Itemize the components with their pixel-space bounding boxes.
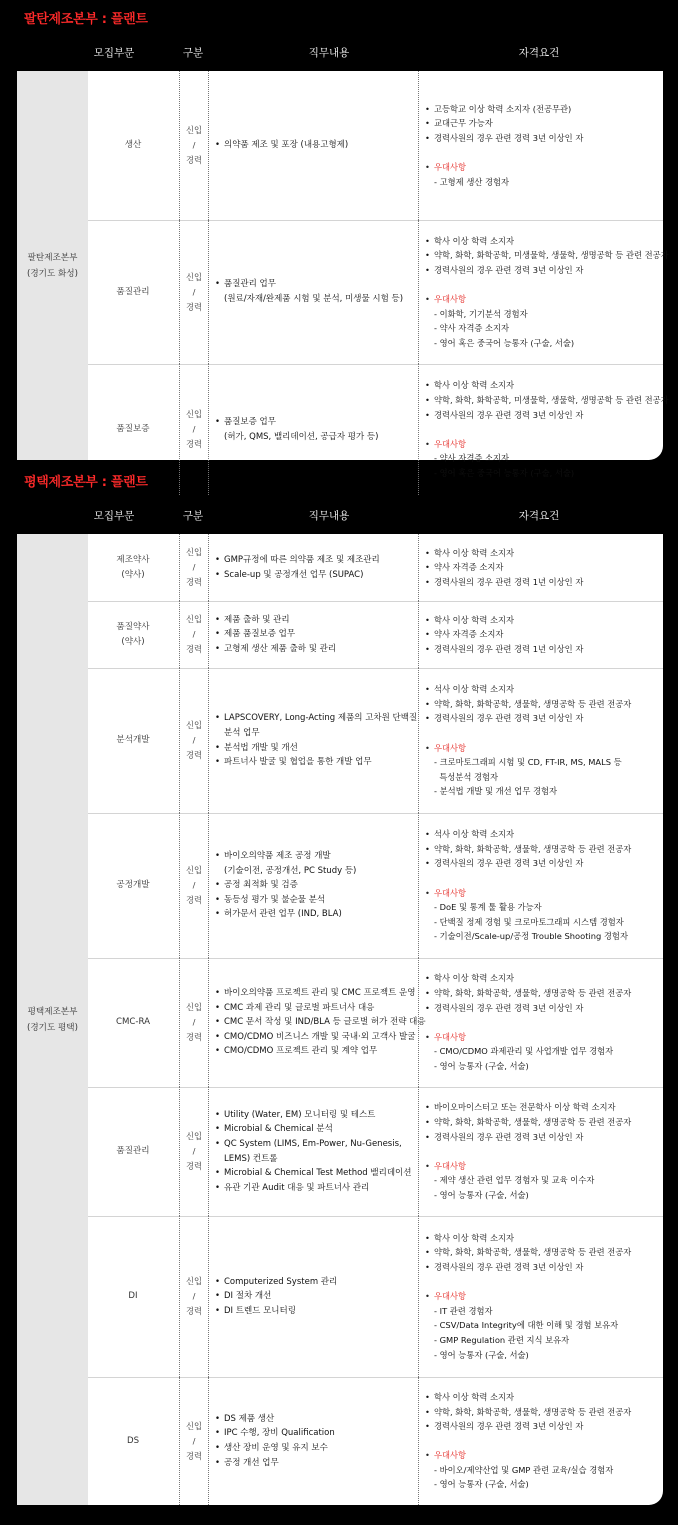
header-qualification: 자격요건 — [518, 510, 560, 522]
duty-cell — [208, 601, 419, 668]
header-type: 구분 — [182, 510, 204, 522]
duty-item: • 품질관리 업무 — [208, 277, 418, 292]
qualification-item: • 학사 이상 학력 소지자 — [419, 613, 663, 628]
preferred-item: - GMP Regulation 관련 지식 보유자 — [434, 1334, 570, 1345]
table-row — [88, 1087, 663, 1217]
hire-type-text: 경력 — [185, 895, 203, 905]
duty-item: • CMO/CDMO 프로젝트 관리 및 계약 업무 — [208, 1044, 418, 1059]
hire-type-text: / — [192, 1146, 196, 1156]
spacer — [419, 1015, 663, 1030]
qualification-item: • 약학, 화학, 화학공학, 생물학, 생명공학 등 관련 전공자 — [419, 986, 663, 1001]
qualification-cell — [419, 601, 663, 668]
qualification-cell — [419, 958, 663, 1087]
department-name: 품질보증 — [116, 424, 150, 434]
duty-item: • CMO/CDMO 비즈니스 개발 및 국내·외 고객사 발굴 — [208, 1030, 418, 1045]
hire-type-text: / — [192, 1435, 196, 1446]
department-name: 품질약사 — [116, 621, 150, 632]
department-name: (약사) — [121, 569, 145, 580]
hire-type-cell — [179, 1087, 209, 1216]
preferred-item: - 영어 능통자 (구술, 서술) — [434, 1060, 529, 1071]
duty-item: • 분석법 개발 및 개선 — [208, 741, 418, 756]
hire-type-text: 신입 — [185, 614, 203, 624]
qualification-cell — [419, 71, 663, 220]
duty-item: 분석 업무 — [224, 727, 260, 738]
hire-type-text: / — [192, 880, 196, 890]
qualification-cell — [419, 1216, 663, 1377]
department-cell — [88, 534, 178, 601]
preferred-item: - 약사 자격증 소지자 — [434, 323, 510, 334]
hire-type-cell — [179, 1377, 209, 1505]
qualification-item: • 약학, 화학, 화학공학, 생물학, 생명공학 등 관련 전공자 — [419, 697, 663, 712]
hire-type-text: 경력 — [185, 301, 203, 312]
table-row — [88, 813, 663, 959]
hire-type-text: 신입 — [185, 1276, 203, 1286]
table-row — [88, 534, 663, 602]
site-name: 팔탄제조본부 — [27, 252, 78, 263]
department-cell — [88, 958, 178, 1087]
hire-type-text: / — [192, 562, 196, 572]
qualification-item: • 교대근무 가능자 — [419, 116, 663, 131]
duty-item: • 생산 장비 운영 및 유지 보수 — [208, 1441, 418, 1456]
hire-type-text: 경력 — [185, 1032, 203, 1042]
preferred-item: - 약사 자격증 소지자 — [434, 453, 510, 464]
site-cell — [17, 534, 88, 1505]
duty-item: • QC System (LIMS, Em-Power, Nu-Genesis, — [208, 1137, 418, 1152]
duty-item: • DI 절차 개선 — [208, 1289, 418, 1304]
duty-cell — [208, 668, 419, 813]
hire-type-text: / — [192, 286, 196, 297]
qualification-item: • 경력사원의 경우 관련 경력 3년 이상인 자 — [419, 1001, 663, 1016]
department-cell — [88, 220, 178, 364]
duty-item: (원료/자재/완제품 시험 및 분석, 미생물 시험 등) — [224, 294, 404, 304]
hire-type-cell — [179, 668, 209, 813]
duty-cell — [208, 1216, 419, 1377]
table-header — [17, 36, 663, 71]
spacer — [419, 871, 663, 886]
preferred-label: • 우대사항 — [419, 1448, 663, 1463]
preferred-item: - 영어 능통자 (구술, 서술) — [434, 1189, 529, 1200]
preferred-label: • 우대사항 — [419, 160, 663, 175]
hire-type-text: / — [192, 424, 196, 434]
qualification-item: • 경력사원의 경우 관련 경력 3년 이상인 자 — [419, 263, 663, 278]
preferred-label: • 우대사항 — [419, 886, 663, 901]
hire-type-text: 신입 — [185, 547, 203, 557]
preferred-item: 특성분석 경험자 — [434, 771, 499, 782]
duty-item: • Utility (Water, EM) 모니터링 및 테스트 — [208, 1108, 418, 1123]
spacer — [419, 422, 663, 437]
qualification-item: • 경력사원의 경우 관련 경력 3년 이상인 자 — [419, 1130, 663, 1145]
qualification-item: • 약학, 화학, 화학공학, 생물학, 생명공학 등 관련 전공자 — [419, 1405, 663, 1420]
duty-cell — [208, 1377, 419, 1505]
duty-item: • 고형제 생산 제품 출하 및 관리 — [208, 642, 418, 657]
preferred-item: - 제약 생산 관련 업무 경험자 및 교육 이수자 — [434, 1175, 595, 1186]
duty-item: • 바이오의약품 프로젝트 관리 및 CMC 프로젝트 운영 — [208, 986, 418, 1001]
hire-type-text: 신입 — [185, 1002, 203, 1012]
department-cell — [88, 668, 178, 813]
qualification-item: • 경력사원의 경우 관련 경력 3년 이상인 자 — [419, 856, 663, 871]
table-row — [88, 1377, 663, 1505]
duty-cell — [208, 958, 426, 1087]
department-name: 생산 — [124, 140, 142, 150]
duty-item: • Microbial & Chemical Test Method 밸리데이션 — [208, 1166, 418, 1181]
department-cell — [88, 601, 178, 668]
preferred-item: - 이화학, 기기분석 경험자 — [434, 308, 528, 319]
hire-type-text: / — [192, 140, 196, 150]
preferred-item: - 분석법 개발 및 개선 업무 경험자 — [434, 786, 558, 797]
qualification-item: • 경력사원의 경우 관련 경력 1년 이상인 자 — [419, 642, 663, 657]
hire-type-text: / — [192, 629, 196, 639]
duty-item: • CMC 과제 관리 및 글로벌 파트너사 대응 — [208, 1001, 418, 1016]
preferred-label: • 우대사항 — [419, 1030, 663, 1045]
qualification-item: • 약학, 화학, 화학공학, 미생물학, 생물학, 생명공학 등 관련 전공자 — [419, 248, 663, 263]
qualification-item: • 약학, 화학, 화학공학, 생물학, 생명공학 등 관련 전공자 — [419, 842, 663, 857]
duty-cell — [208, 71, 419, 220]
preferred-label: • 우대사항 — [419, 741, 663, 756]
duty-item: • 파트너사 발굴 및 협업을 통한 개발 업무 — [208, 755, 418, 770]
spacer — [419, 1434, 663, 1449]
duty-cell — [208, 1087, 419, 1216]
hire-type-cell — [179, 601, 209, 668]
department-name: 품질관리 — [116, 1146, 150, 1156]
table-row — [88, 71, 663, 221]
qualification-item: • 고등학교 이상 학력 소지자 (전공무관) — [419, 102, 663, 117]
header-qualification: 자격요건 — [518, 47, 560, 59]
qualification-item: • 경력사원의 경우 관련 경력 3년 이상인 자 — [419, 1419, 663, 1434]
header-recruit: 모집부문 — [93, 47, 135, 59]
duty-item: • Scale-up 및 공정개선 업무 (SUPAC) — [208, 568, 418, 583]
duty-item: • Computerized System 관리 — [208, 1275, 418, 1290]
section-title: 평택제조본부 : 플랜트 — [24, 475, 148, 490]
hire-type-cell — [179, 813, 209, 958]
duty-cell — [208, 220, 419, 364]
hire-type-text: 신입 — [185, 1420, 203, 1431]
table-row — [88, 1216, 663, 1378]
duty-item: • 동등성 평가 및 불순물 분석 — [208, 893, 418, 908]
qualification-cell — [419, 668, 663, 813]
hire-type-text: 경력 — [185, 1450, 203, 1461]
header-recruit: 모집부문 — [93, 510, 135, 522]
recruitment-table — [17, 499, 663, 1505]
duty-item: • CMC 문서 작성 및 IND/BLA 등 글로벌 허가 전략 대응 — [208, 1015, 418, 1030]
qualification-item: • 석사 이상 학력 소지자 — [419, 827, 663, 842]
preferred-item: - 영어 능통자 (구술, 서술) — [434, 1349, 529, 1360]
header-type: 구분 — [182, 47, 204, 59]
preferred-item: - 크로마토그래피 시험 및 CD, FT-IR, MS, MALS 등 — [434, 757, 622, 768]
qualification-item: • 학사 이상 학력 소지자 — [419, 546, 663, 561]
qualification-item: • 경력사원의 경우 관련 경력 1년 이상인 자 — [419, 575, 663, 590]
hire-type-text: 신입 — [185, 125, 203, 135]
duty-item: • 의약품 제조 및 포장 (내용고형제) — [208, 138, 418, 153]
department-cell — [88, 1216, 178, 1377]
preferred-item: - 단백질 정제 경험 및 크로마토그래피 시스템 경험자 — [434, 916, 624, 927]
table-row — [88, 601, 663, 669]
duty-item: • DI 트렌드 모니터링 — [208, 1304, 418, 1319]
preferred-item: - CSV/Data Integrity에 대한 이해 및 경험 보유자 — [434, 1320, 619, 1331]
qualification-item: • 학사 이상 학력 소지자 — [419, 971, 663, 986]
duty-item: • Microbial & Chemical 분석 — [208, 1122, 418, 1137]
preferred-label: • 우대사항 — [419, 437, 663, 452]
department-name: CMC-RA — [115, 1017, 151, 1027]
department-name: DS — [126, 1435, 140, 1446]
department-name: 제조약사 — [116, 554, 150, 565]
qualification-item: • 약학, 화학, 화학공학, 미생물학, 생물학, 생명공학 등 관련 전공자 — [419, 393, 663, 408]
spacer — [419, 726, 663, 741]
department-cell — [88, 1377, 178, 1505]
spacer — [419, 146, 663, 161]
hire-type-text: 경력 — [185, 1161, 203, 1171]
duty-item: • 공정 개선 업무 — [208, 1456, 418, 1471]
hire-type-text: 경력 — [185, 439, 203, 449]
hire-type-text: 경력 — [185, 155, 203, 165]
qualification-item: • 약학, 화학, 화학공학, 생물학, 생명공학 등 관련 전공자 — [419, 1245, 663, 1260]
qualification-item: • 학사 이상 학력 소지자 — [419, 234, 663, 249]
qualification-cell — [419, 813, 663, 958]
department-cell — [88, 1087, 178, 1216]
duty-item: • 바이오의약품 제조 공정 개발 — [208, 849, 418, 864]
table-header — [17, 499, 663, 534]
hire-type-text: 경력 — [185, 577, 203, 587]
qualification-item: • 약사 자격증 소지자 — [419, 560, 663, 575]
preferred-item: - 기술이전/Scale-up/공정 Trouble Shooting 경험자 — [434, 931, 628, 942]
table-row — [88, 364, 669, 495]
table-row — [88, 958, 663, 1088]
qualification-item: • 학사 이상 학력 소지자 — [419, 1231, 663, 1246]
preferred-item: - 바이오/제약산업 및 GMP 관련 교육/실습 경험자 — [434, 1464, 614, 1475]
hire-type-cell — [179, 534, 209, 601]
duty-item: • IPC 수행, 장비 Qualification — [208, 1426, 418, 1441]
header-duty: 직무내용 — [308, 47, 350, 59]
preferred-item: - 영어 혹은 중국어 능통자 (구술, 서술) — [434, 337, 575, 348]
table-row — [88, 668, 663, 814]
duty-item: • LAPSCOVERY, Long-Acting 제품의 고차원 단백질 — [208, 711, 418, 726]
hire-type-text: 경력 — [185, 1306, 203, 1316]
site-name: (경기도 평택) — [27, 1022, 78, 1033]
duty-cell — [208, 534, 419, 601]
preferred-label: • 우대사항 — [419, 292, 663, 307]
preferred-item: - IT 관련 경험자 — [434, 1305, 493, 1316]
preferred-label: • 우대사항 — [419, 1159, 663, 1174]
spacer — [419, 277, 663, 292]
site-name: 평택제조본부 — [27, 1006, 78, 1017]
department-name: (약사) — [121, 636, 145, 647]
qualification-item: • 경력사원의 경우 관련 경력 3년 이상인 자 — [419, 408, 663, 423]
department-cell — [88, 813, 178, 958]
preferred-item: - DoE 및 통계 툴 활용 가능자 — [434, 902, 542, 913]
hire-type-text: 신입 — [185, 720, 203, 730]
qualification-cell — [419, 220, 669, 364]
spacer — [419, 1144, 663, 1159]
department-name: 공정개발 — [116, 880, 150, 890]
hire-type-text: 신입 — [185, 409, 203, 419]
hire-type-cell — [179, 958, 209, 1087]
qualification-cell — [419, 1377, 663, 1505]
recruitment-table — [17, 36, 669, 478]
spacer — [419, 1275, 663, 1290]
qualification-cell — [419, 364, 669, 495]
qualification-item: • 약사 자격증 소지자 — [419, 627, 663, 642]
duty-cell — [208, 364, 419, 495]
header-duty: 직무내용 — [308, 510, 350, 522]
duty-item: • 허가문서 관련 업무 (IND, BLA) — [208, 907, 418, 922]
site-name: (경기도 화성) — [27, 268, 78, 279]
section-title: 팔탄제조본부 : 플랜트 — [24, 12, 148, 27]
hire-type-text: 경력 — [185, 644, 203, 654]
duty-item: • 품질보증 업무 — [208, 415, 418, 430]
duty-item: • 유관 기관 Audit 대응 및 파트너사 관리 — [208, 1181, 418, 1196]
department-cell — [88, 71, 178, 220]
qualification-item: • 약학, 화학, 화학공학, 생물학, 생명공학 등 관련 전공자 — [419, 1115, 663, 1130]
qualification-cell — [419, 534, 663, 601]
duty-item: (허가, QMS, 밸리데이션, 공급자 평가 등) — [224, 431, 379, 442]
duty-item: • 제품 품질보증 업무 — [208, 627, 418, 642]
qualification-item: • 경력사원의 경우 관련 경력 3년 이상인 자 — [419, 131, 663, 146]
qualification-cell — [419, 1087, 663, 1216]
qualification-item: • 경력사원의 경우 관련 경력 3년 이상인 자 — [419, 1260, 663, 1275]
hire-type-cell — [179, 71, 209, 220]
hire-type-text: 신입 — [185, 1131, 203, 1141]
preferred-item: - 고형제 생산 경험자 — [434, 176, 510, 187]
qualification-item: • 학사 이상 학력 소지자 — [419, 378, 663, 393]
qualification-item: • 석사 이상 학력 소지자 — [419, 682, 663, 697]
preferred-item: - 영어 능통자 (구술, 서술) — [434, 1479, 529, 1490]
duty-cell — [208, 813, 419, 958]
duty-item: • 제품 출하 및 관리 — [208, 613, 418, 628]
hire-type-text: / — [192, 735, 196, 745]
table-row — [88, 220, 669, 365]
hire-type-cell — [179, 1216, 209, 1377]
hire-type-text: 신입 — [185, 865, 203, 875]
hire-type-cell — [179, 364, 209, 495]
hire-type-text: / — [192, 1291, 196, 1301]
preferred-label: • 우대사항 — [419, 1289, 663, 1304]
hire-type-text: / — [192, 1017, 196, 1027]
duty-item: • GMP규정에 따른 의약품 제조 및 제조관리 — [208, 553, 418, 568]
duty-item: • 공정 최적화 및 검증 — [208, 878, 418, 893]
hire-type-text: 경력 — [185, 750, 203, 760]
department-name: 품질관리 — [116, 286, 150, 297]
hire-type-text: 신입 — [185, 271, 203, 282]
qualification-item: • 경력사원의 경우 관련 경력 3년 이상인 자 — [419, 711, 663, 726]
duty-item: • DS 제품 생산 — [208, 1412, 418, 1427]
duty-item: (기술이전, 공정개선, PC Study 등) — [224, 865, 357, 876]
department-name: 분석개발 — [116, 735, 150, 745]
preferred-item: - CMO/CDMO 과제관리 및 사업개발 업무 경험자 — [434, 1046, 614, 1057]
qualification-item: • 바이오마이스터고 또는 전문학사 이상 학력 소지자 — [419, 1100, 663, 1115]
site-cell — [17, 71, 88, 460]
duty-item: LEMS) 컨트롤 — [224, 1153, 278, 1164]
qualification-item: • 학사 이상 학력 소지자 — [419, 1390, 663, 1405]
preferred-item: - 영어 혹은 중국어 능통자 (구술, 서술) — [434, 467, 575, 478]
department-name: DI — [128, 1291, 138, 1301]
hire-type-cell — [179, 220, 209, 364]
